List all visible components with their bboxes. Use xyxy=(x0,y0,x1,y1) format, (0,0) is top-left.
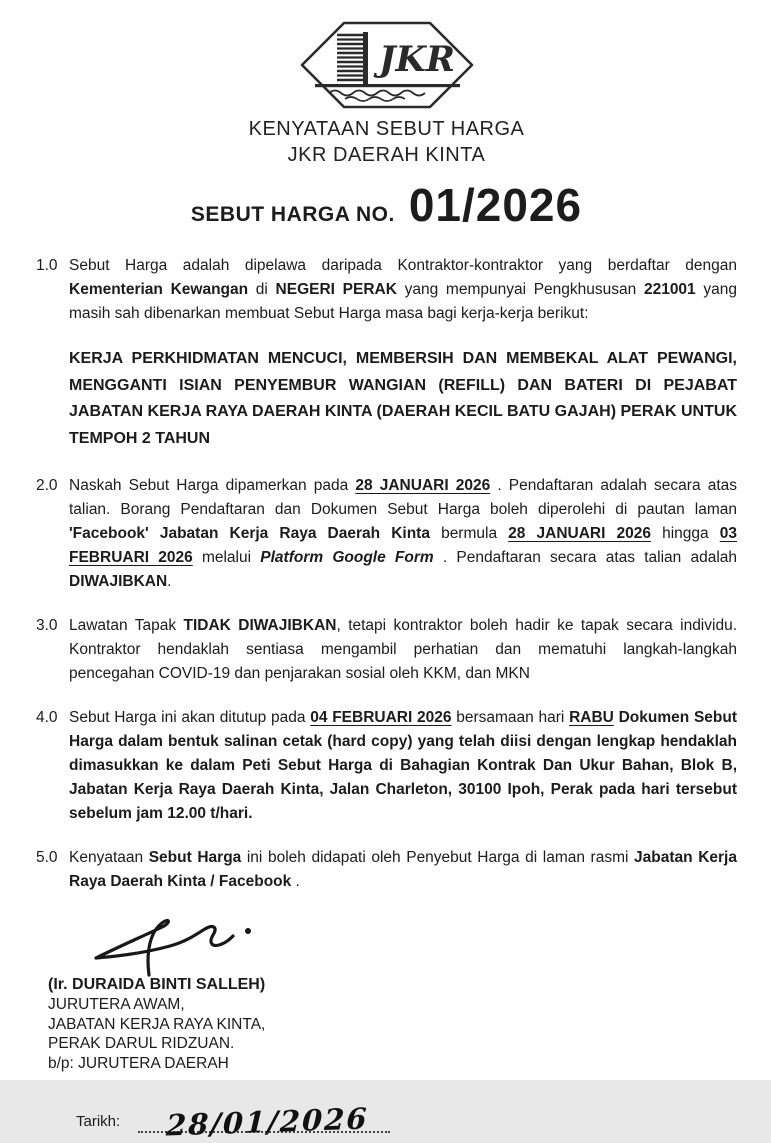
handwritten-date: 28/01/2026 xyxy=(165,1101,370,1143)
clause-2-text: Naskah Sebut Harga dipamerkan pada 28 JANUARI 2026 . Pendaftaran adalah secara atas talian. Borang Pendaftaran dan Dokumen Sebut Harga boleh diperolehi di pautan laman 'Facebook' Jabatan Kerja Raya Daerah Kinta bermula 28 JANUARI 2026 hingga 03 FEBRUARI 2026 melalui Platform Google Form . Pendaftaran secara atas talian adalah DIWAJIBKAN. xyxy=(69,477,738,590)
clause-2 xyxy=(36,474,737,594)
clause-4 xyxy=(36,706,737,826)
clause-4-number: 4.0 xyxy=(36,709,58,726)
quotation-ref-label: SEBUT HARGA NO. xyxy=(190,203,395,226)
clause-5-text: Kenyataan Sebut Harga ini boleh didapati oleh Penyebut Harga di laman rasmi Jabatan Kerja Raya Daerah Kinta / Facebook . xyxy=(69,849,737,890)
signature-icon xyxy=(90,914,265,976)
clause-4-text: Sebut Harga ini akan ditutup pada 04 FEBRUARI 2026 bersamaan hari RABU Dokumen Sebut Harga dalam bentuk salinan cetak (hard copy) yang telah diisi dengan lengkap hendaklah dimasukkan ke dalam Peti Sebut Harga di Bahagian Kontrak Dan Ukur Bahan, Blok B, Jabatan Kerja Raya Daerah Kinta, Jalan Charleton, 30100 Ipoh, Perak pada hari tersebut sebelum jam 12.00 t/hari. xyxy=(69,709,737,822)
clause-1-number: 1.0 xyxy=(36,257,58,274)
clauses xyxy=(36,254,737,894)
date-label: Tarikh: xyxy=(76,1113,121,1130)
clause-5-number: 5.0 xyxy=(36,849,58,866)
jkr-logo-text: JKR xyxy=(378,39,455,80)
date-row xyxy=(76,1093,737,1143)
clause-2-number: 2.0 xyxy=(36,477,58,494)
document-header xyxy=(36,18,737,231)
quotation-ref-number: 01/2026 xyxy=(408,179,583,231)
signature-scribble xyxy=(90,914,737,981)
clause-3-text: Lawatan Tapak TIDAK DIWAJIBKAN, tetapi kontraktor boleh hadir ke tapak secara individu. Kontraktor hendaklah sentiasa mengambil perhatian dan mematuhi langkah-langkah pencegahan COVID-19 dan penjarakan sosial oleh KKM, dan MKN xyxy=(69,617,737,682)
clause-3-number: 3.0 xyxy=(36,617,58,634)
signatory-name: (Ir. DURAIDA BINTI SALLEH) xyxy=(48,976,266,993)
signatory-department: JABATAN KERJA RAYA KINTA, xyxy=(48,1015,266,1033)
org-title-line2: JKR DAERAH KINTA xyxy=(287,144,486,166)
signatory-title: JURUTERA AWAM, xyxy=(48,996,185,1013)
signatory-on-behalf: b/p: JURUTERA DAERAH xyxy=(48,1054,229,1072)
quotation-ref-row xyxy=(36,179,737,231)
signatory-state: PERAK DARUL RIDZUAN. xyxy=(48,1035,235,1052)
work-title: KERJA PERKHIDMATAN MENCUCI, MEMBERSIH DAN MEMBEKAL ALAT PEWANGI, MENGGANTI ISIAN PENYEMBUR WANGIAN (REFILL) DAN BATERI DI PEJABAT JABATAN KERJA RAYA DAERAH KINTA (DAERAH KECIL BATU GAJAH) PERAK UNTUK TEMPOH 2 TAHUN xyxy=(69,350,737,447)
clause-5 xyxy=(36,846,737,894)
jkr-logo xyxy=(36,18,737,112)
signature-block xyxy=(48,914,737,1143)
clause-1-text: Sebut Harga adalah dipelawa daripada Kontraktor-kontraktor yang berdaftar dengan Kementerian Kewangan di NEGERI PERAK yang mempunyai Pengkhususan 221001 yang masih sah dibenarkan membuat Sebut Harga masa bagi kerja-kerja berikut: xyxy=(69,257,737,322)
date-field xyxy=(138,1093,390,1143)
jkr-logo-icon xyxy=(297,18,477,112)
org-title-line1: KENYATAAN SEBUT HARGA xyxy=(248,118,525,140)
clause-1 xyxy=(36,254,737,326)
clause-3 xyxy=(36,614,737,686)
